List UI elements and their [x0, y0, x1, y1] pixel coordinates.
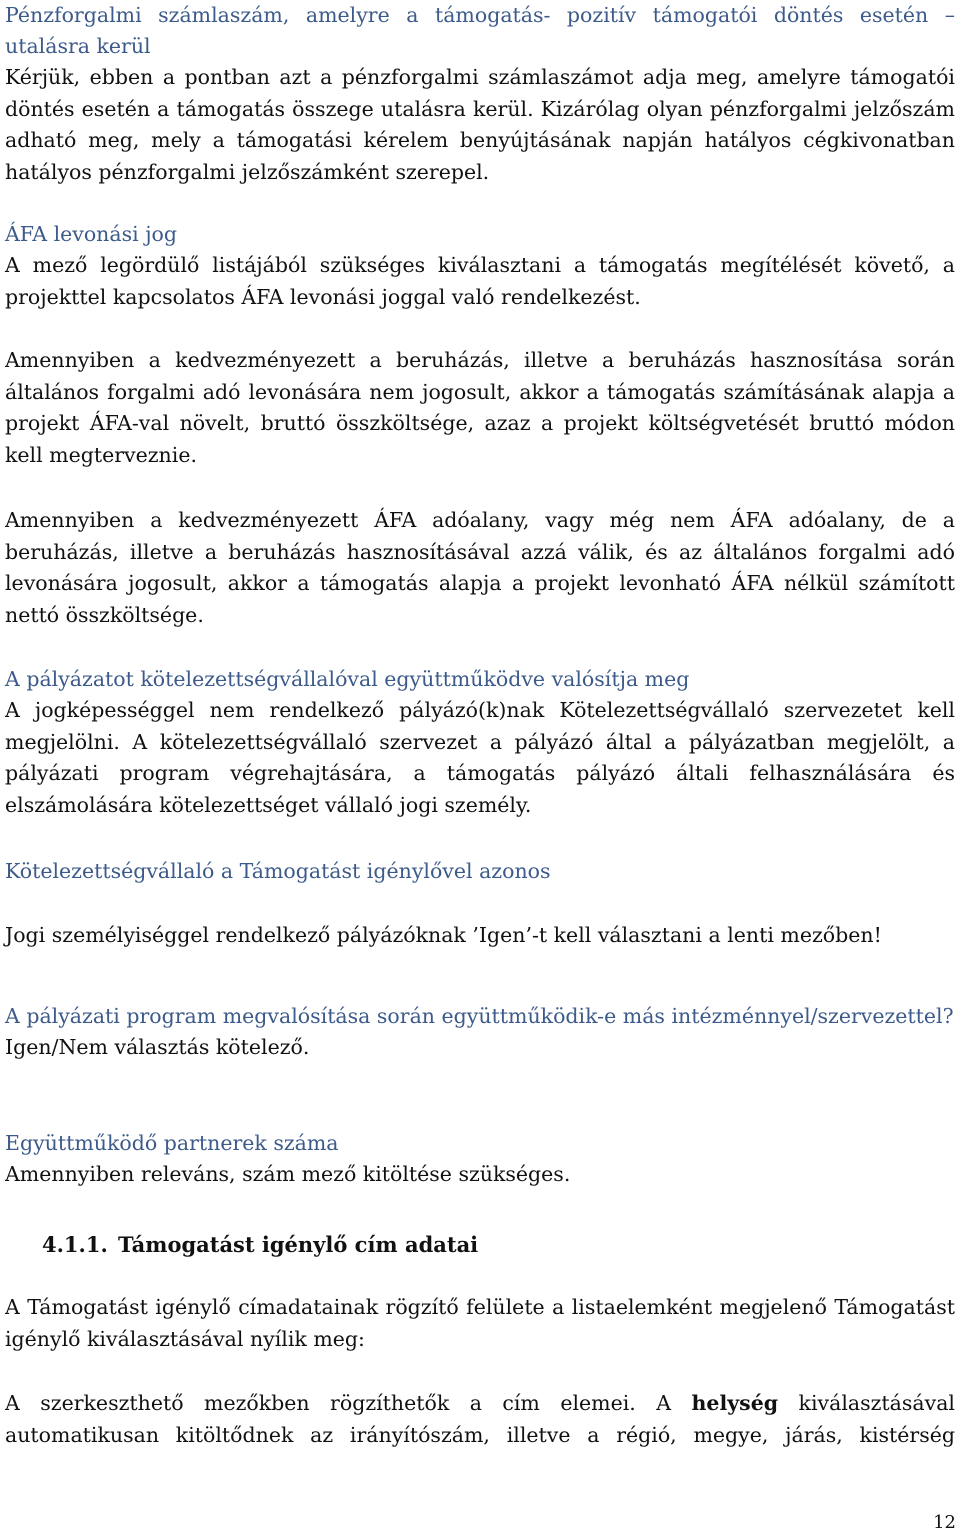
paragraph-gross-cost	[5, 345, 955, 471]
section-body: A Támogatást igénylő címadatainak rögzítő felülete a listaelemként megjelenő Támogatást igénylő kiválasztásával nyílik meg:	[5, 1295, 955, 1351]
paragraph-legal-person	[5, 920, 955, 952]
section-bank-account	[5, 0, 955, 188]
text-run: A szerkeszthető mezőkben rögzíthetők a cím elemei. A	[5, 1391, 692, 1415]
paragraph-net-cost	[5, 505, 955, 631]
section-body: Amennyiben a kedvezményezett ÁFA adóalany, vagy még nem ÁFA adóalany, de a beruházás, illetve a beruházás hasznosításával azzá válik, és az általános forgalmi adó levonására jogosult, akkor a támogatás alapja a projekt levonható ÁFA nélkül számított nettó összköltsége.	[5, 508, 955, 627]
text-run: kiválasztásával automatikusan kitöltődnek az irányítószám, illetve a régió, megye, járás, kistérség	[5, 1391, 955, 1447]
subsection-heading	[42, 1229, 478, 1260]
section-body: Amennyiben releváns, szám mező kitöltése szükséges.	[5, 1162, 571, 1186]
section-heading: A pályázatot kötelezettségvállalóval együttműködve valósítja meg	[5, 667, 690, 691]
section-heading: ÁFA levonási jog	[5, 222, 178, 246]
section-body: Igen/Nem választás kötelező.	[5, 1035, 310, 1059]
page-number: 12	[933, 1512, 956, 1533]
paragraph-address-intro	[5, 1292, 955, 1355]
subsection-number: 4.1.1.	[42, 1232, 108, 1257]
section-body: Kérjük, ebben a pontban azt a pénzforgalmi számlaszámot adja meg, amelyre támogatói döntés esetén a támogatás összege utalásra kerül. Kizárólag olyan pénzforgalmi jelzőszám adható meg, mely a támogatási kérelem benyújtásának napján hatályos cégkivonatban hatályos pénzforgalmi jelzőszámként szerepel.	[5, 65, 955, 184]
section-body: Jogi személyiséggel rendelkező pályázóknak ’Igen’-t kell választani a lenti mezőben!	[5, 923, 882, 947]
section-body: A jogképességgel nem rendelkező pályázó(k)nak Kötelezettségvállaló szervezetet kell megjelölni. A kötelezettségvállaló szervezet a pályázó által a pályázatban megjelölt, a pályázati program végrehajtására, a támogatás pályázó általi felhasználására és elszámolására kötelezettséget vállaló jogi személy.	[5, 698, 955, 817]
section-vat-deduction	[5, 219, 955, 313]
paragraph-address-fields	[5, 1388, 955, 1451]
section-cooperation	[5, 1001, 955, 1064]
section-body	[5, 1388, 955, 1451]
subsection-title: Támogatást igénylő cím adatai	[118, 1232, 479, 1257]
section-heading: Kötelezettségvállaló a Támogatást igénylővel azonos	[5, 859, 551, 883]
section-partner-count	[5, 1128, 955, 1191]
section-body: Amennyiben a kedvezményezett a beruházás, illetve a beruházás hasznosítása során általános forgalmi adó levonására nem jogosult, akkor a támogatás számításának alapja a projekt ÁFA-val növelt, bruttó összköltsége, azaz a projekt költségvetését bruttó módon kell megterveznie.	[5, 348, 955, 467]
bold-term-helyseg: helység	[691, 1391, 779, 1415]
section-commitment	[5, 664, 955, 821]
section-heading: Pénzforgalmi számlaszám, amelyre a támogatás- pozitív támogatói döntés esetén – utalásra kerül	[5, 3, 955, 58]
section-heading: Együttműködő partnerek száma	[5, 1131, 339, 1155]
section-heading: A pályázati program megvalósítása során együttműködik-e más intézménnyel/szervezettel?	[5, 1004, 954, 1028]
section-body: A mező legördülő listájából szükséges kiválasztani a támogatás megítélését követő, a projekttel kapcsolatos ÁFA levonási joggal való rendelkezést.	[5, 253, 955, 309]
section-commitment-same	[5, 856, 955, 887]
